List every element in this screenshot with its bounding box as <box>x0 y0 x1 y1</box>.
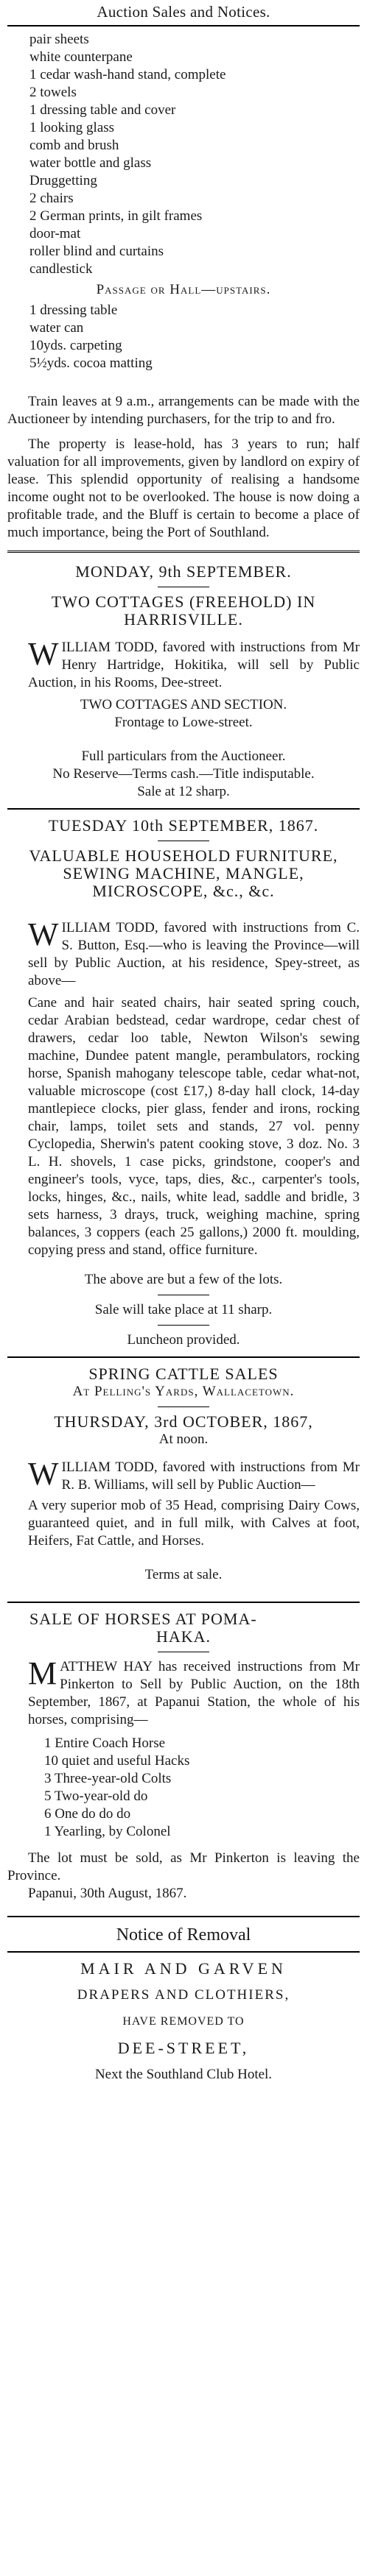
list-item: 5½yds. cocoa matting <box>29 355 153 371</box>
ad3-terms: Terms at sale. <box>144 1567 223 1582</box>
list-item: pair sheets <box>29 32 89 47</box>
ad3-body <box>7 1456 360 1494</box>
passage-list <box>7 302 360 372</box>
passage-heading: Passage or Hall—upstairs. <box>96 282 271 297</box>
ad2-luncheon: Luncheon provided. <box>127 1332 240 1348</box>
ad4-body <box>7 1655 360 1729</box>
dropcap: W <box>28 1456 59 1492</box>
ad1-body-text: ILLIAM TODD, favored with instructions from Mr Henry Hartridge, Hokitika, will sell by Public Auction, in his Rooms, Dee-street. <box>28 640 360 690</box>
list-item: water bottle and glass <box>29 155 152 171</box>
list-item: comb and brush <box>29 138 119 153</box>
ad1-sub: TWO COTTAGES AND SECTION. <box>80 697 287 712</box>
ad3-title: SPRING CATTLE SALES <box>88 1365 279 1383</box>
list-item: 10 quiet and useful Hacks <box>44 1753 190 1769</box>
ad3-desc: A very superior mob of 35 Head, comprising Dairy Cows, guaranteed quiet, and in full milk, with Calves at foot, Heifers, Fat Cattle, and Horses. <box>28 1498 360 1549</box>
ad2-few: The above are but a few of the lots. <box>84 1272 283 1287</box>
list-item: 5 Two-year-old do <box>44 1788 148 1804</box>
divider <box>7 1916 360 1917</box>
divider <box>158 1325 209 1326</box>
dropcap: M <box>28 1655 57 1691</box>
list-item: candlestick <box>29 261 93 277</box>
list-item: 1 looking glass <box>29 120 115 135</box>
ad3-body-text: ILLIAM TODD, favored with instructions from Mr R. B. Williams, will sell by Public Auction— <box>61 1459 360 1493</box>
notice-trade: DRAPERS AND CLOTHIERS, <box>77 1987 290 2003</box>
list-item: 2 chairs <box>29 191 74 206</box>
train-paragraph: Train leaves at 9 a.m., arrangements can be made with the Auctioneer by intending purchasers, for the trip to and fro. <box>7 394 360 427</box>
list-item: 1 Yearling, by Colonel <box>44 1824 171 1839</box>
list-item: 2 towels <box>29 85 77 100</box>
ad1-body <box>7 636 360 692</box>
ad3-date: THURSDAY, 3rd OCTOBER, 1867, <box>54 1412 313 1431</box>
list-item: 1 cedar wash-hand stand, complete <box>29 67 226 82</box>
list-item: 1 dressing table and cover <box>29 102 176 118</box>
list-item: white counterpane <box>29 49 133 65</box>
dropcap: W <box>28 636 59 672</box>
list-item: 3 Three-year-old Colts <box>44 1771 172 1786</box>
section-header: Auction Sales and Notices. <box>7 0 360 26</box>
ad2-sale: Sale will take place at 11 sharp. <box>94 1302 273 1317</box>
ad1-frontage: Frontage to Lowe-street. <box>114 715 253 730</box>
dropcap: W <box>28 916 59 952</box>
ad4-title: SALE OF HORSES AT POMA- <box>29 1610 257 1628</box>
horse-list <box>7 1735 360 1841</box>
ad1-particulars: Full particulars from the Auctioneer. <box>81 749 286 764</box>
notice-next: Next the Southland Club Hotel. <box>94 2067 273 2082</box>
list-item: water can <box>29 320 84 336</box>
notice-firm: MAIR AND GARVEN <box>80 1959 287 1978</box>
ad2-title-2: SEWING MACHINE, MANGLE, <box>63 864 304 882</box>
divider <box>7 551 360 553</box>
ad1-reserve: No Reserve—Terms cash.—Title indisputable. <box>52 766 315 782</box>
ad2-date: TUESDAY 10th SEPTEMBER, 1867. <box>48 816 319 835</box>
notice-street: DEE-STREET, <box>117 2039 250 2057</box>
list-item: roller blind and curtains <box>29 244 164 259</box>
ad4-dateline: Papanui, 30th August, 1867. <box>28 1886 187 1901</box>
ad3-yards: At Pelling's Yards, Wallacetown. <box>72 1384 295 1399</box>
ad1-title-2: HARRISVILLE. <box>124 610 243 629</box>
ad1-sale: Sale at 12 sharp. <box>137 784 230 799</box>
divider <box>7 1602 360 1603</box>
list-item: Druggetting <box>29 173 97 188</box>
list-item: 1 Entire Coach Horse <box>44 1735 166 1751</box>
ad4-body-text: ATTHEW HAY has received instructions from Mr Pinkerton to Sell by Public Auction, on the 18th September, 1867, at Papanui Station, the whole of his horses, comprising— <box>28 1659 360 1727</box>
list-item: 1 dressing table <box>29 302 118 318</box>
divider <box>7 1951 360 1953</box>
ad2-list: Cane and hair seated chairs, hair seated spring couch, cedar Arabian bedstead, cedar wardrope, cedar chest of drawers, cedar loo table, Newton Wilson's sewing machine, Dundee patent mangle, perambulators, rocking horse, Spanish mahogany telescope table, cedar what-not, valuable microscope (cost £17,) 8-day hall clock, 14-day mantlepiece clocks, pier glass, fender and irons, rocking chair, lamps, toilet sets and stands, 27 vol. penny Cyclopedia, Sherwin's patent cooking stove, 3 doz. No. 3 L. H. shovels, 1 case picks, grindstone, cooper's and engineer's tools, vyce, taps, dies, &c., carpenter's tools, locks, hinges, &c., nails, white lead, saddle and bridle, 3 sets harness, 3 drays, truck, weighing machine, spring balances, 3 coppers (each 25 gallons,) 2000 ft. moulding, copying press and stand, office furniture. <box>28 995 360 1258</box>
list-item: 10yds. carpeting <box>29 338 122 353</box>
notice-have: HAVE REMOVED TO <box>122 2015 245 2028</box>
newspaper-page <box>7 0 360 2084</box>
property-paragraph: The property is lease-hold, has 3 years to run; half valuation for all improvements, given by landlord on expiry of lease. This splendid opportunity of realising a handsome income ought not to be overlooked. The house is now doing a profitable trade, and the Bluff is certain to become a place of much importance, being the Port of Southland. <box>7 436 360 540</box>
ad4-title-2: HAKA. <box>155 1627 212 1646</box>
ad3-time: At noon. <box>158 1432 209 1447</box>
furniture-list <box>7 31 360 278</box>
list-item: door-mat <box>29 226 81 241</box>
ad2-body-text: ILLIAM TODD, favored with instructions from C. S. Button, Esq.—who is leaving the Province—will sell by Public Auction, at his residence, Spey-street, as above— <box>28 920 360 988</box>
ad4-lot: The lot must be sold, as Mr Pinkerton is leaving the Province. <box>7 1850 360 1883</box>
divider <box>7 1356 360 1358</box>
notice-title: Notice of Removal <box>116 1925 251 1945</box>
divider <box>7 808 360 810</box>
ad2-body <box>7 916 360 990</box>
divider <box>158 1406 209 1407</box>
ad2-title-3: MICROSCOPE, &c., &c. <box>92 882 275 900</box>
ad1-title: TWO COTTAGES (FREEHOLD) IN <box>51 592 316 611</box>
ad1-date: MONDAY, 9th SEPTEMBER. <box>75 562 292 581</box>
list-item: 2 German prints, in gilt frames <box>29 208 203 224</box>
list-item: 6 One do do do <box>44 1806 131 1822</box>
ad2-title: VALUABLE HOUSEHOLD FURNITURE, <box>29 846 338 865</box>
